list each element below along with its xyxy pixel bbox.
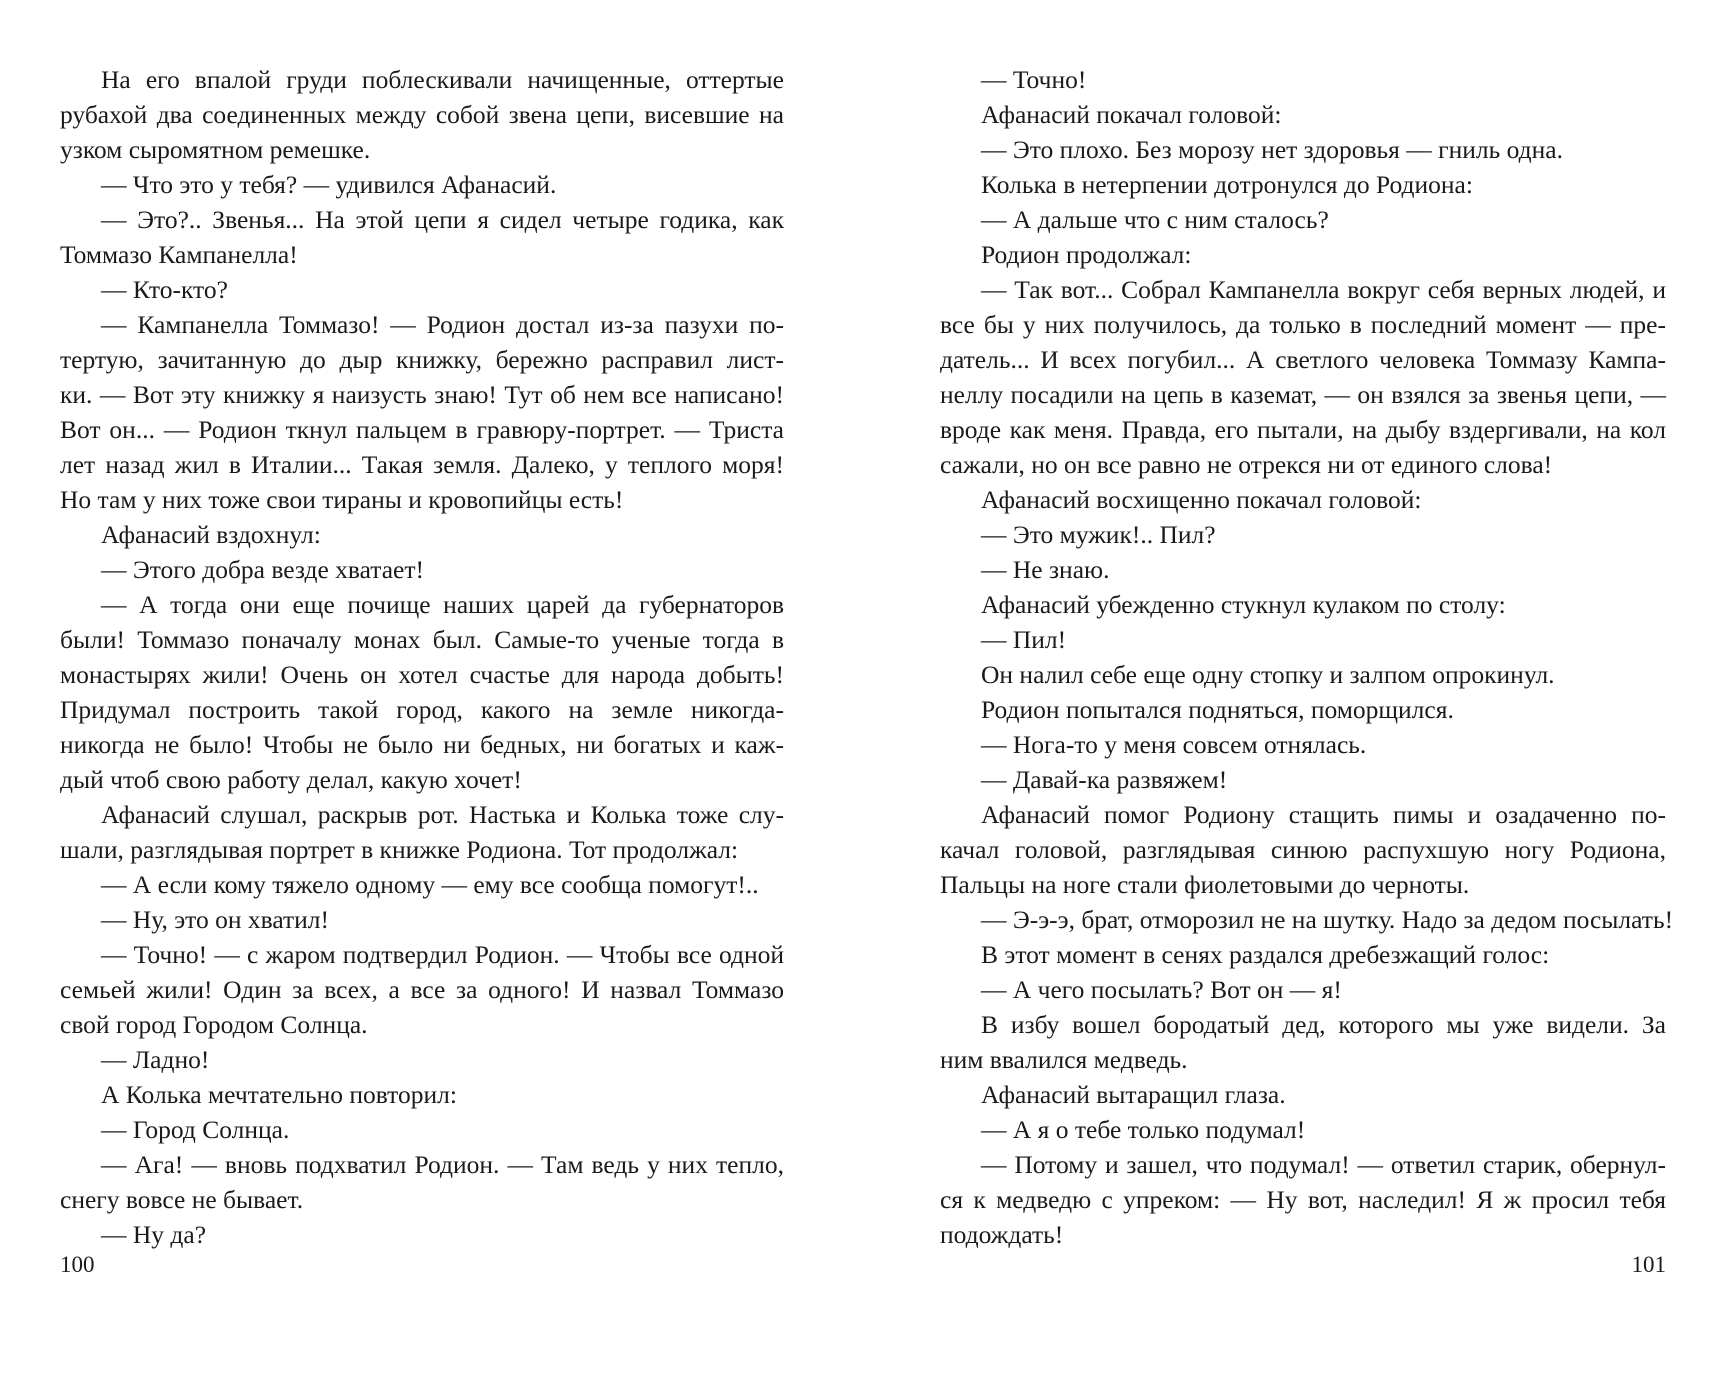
- text-line: датель... И всех погубил... А светлого человека Томмазу Кампа-: [940, 345, 1666, 374]
- text-line: вроде как меня. Правда, его пытали, на дыбу вздергивали, на кол: [940, 415, 1666, 444]
- text-line: Афанасий вытаращил глаза.: [981, 1080, 1286, 1109]
- text-line: — Потому и зашел, что подумал! — ответил старик, обернул-: [981, 1150, 1666, 1179]
- text-line: качал головой, разглядывая синюю распухшую ногу Родиона,: [940, 835, 1666, 864]
- text-line: подождать!: [940, 1220, 1064, 1249]
- text-line: — Это плохо. Без морозу нет здоровья — гниль одна.: [981, 135, 1563, 164]
- text-line: ся к медведю с упреком: — Ну вот, наследил! Я ж просил тебя: [940, 1185, 1666, 1214]
- text-line: — А тогда они еще почище наших царей да губернаторов: [101, 590, 784, 619]
- text-line: — А чего посылать? Вот он — я!: [981, 975, 1342, 1004]
- text-line: — Не знаю.: [981, 555, 1110, 584]
- text-line: Пальцы на ноге стали фиолетовыми до черноты.: [940, 870, 1470, 899]
- text-line: все бы у них получилось, да только в последний момент — пре-: [940, 310, 1666, 339]
- text-line: Колька в нетерпении дотронулся до Родиона:: [981, 170, 1473, 199]
- text-line: На его впалой груди поблескивали начищенные, оттертые: [101, 65, 784, 94]
- text-line: — Э-э-э, брат, отморозил не на шутку. Надо за дедом посылать!: [981, 905, 1674, 934]
- text-line: — А дальше что с ним сталось?: [981, 205, 1329, 234]
- text-line: Афанасий вздохнул:: [101, 520, 321, 549]
- text-line: рубахой два соединенных между собой звена цепи, висевшие на: [60, 100, 784, 129]
- text-line: Афанасий слушал, раскрыв рот. Настька и Колька тоже слу-: [101, 800, 784, 829]
- text-line: — Точно! — с жаром подтвердил Родион. — Чтобы все одной: [101, 940, 784, 969]
- text-line: — Кто-кто?: [101, 275, 228, 304]
- text-line: Афанасий помог Родиону стащить пимы и озадаченно по-: [981, 800, 1666, 829]
- text-line: ки. — Вот эту книжку я наизусть знаю! Тут об нем все написано!: [60, 380, 784, 409]
- text-line: Придумал построить такой город, какого на земле никогда-: [60, 695, 784, 724]
- text-line: снегу вовсе не бывает.: [60, 1185, 304, 1214]
- text-line: неллу посадили на цепь в каземат, — он взялся за звенья цепи, —: [940, 380, 1666, 409]
- text-line: Но там у них тоже свои тираны и кровопийцы есть!: [60, 485, 624, 514]
- text-line: были! Томмазо поначалу монах был. Самые-то ученые тогда в: [60, 625, 784, 654]
- text-line: шали, разглядывая портрет в книжке Родиона. Тот продолжал:: [60, 835, 739, 864]
- text-line: Родион продолжал:: [981, 240, 1192, 269]
- text-line: — А я о тебе только подумал!: [981, 1115, 1306, 1144]
- text-line: — Давай-ка развяжем!: [981, 765, 1228, 794]
- text-line: никогда не было! Чтобы не было ни бедных, ни богатых и каж-: [60, 730, 784, 759]
- text-line: — Точно!: [981, 65, 1087, 94]
- text-line: — Ну да?: [101, 1220, 207, 1249]
- text-line: Афанасий убежденно стукнул кулаком по столу:: [981, 590, 1506, 619]
- text-line: — Кампанелла Томмазо! — Родион достал из-за пазухи по-: [101, 310, 784, 339]
- text-line: — Нога-то у меня совсем отнялась.: [981, 730, 1367, 759]
- page-number-left: 100: [60, 1252, 95, 1277]
- text-line: тертую, зачитанную до дыр книжку, бережно расправил лист-: [60, 345, 784, 374]
- text-line: — Это мужик!.. Пил?: [981, 520, 1216, 549]
- text-line: — Ну, это он хватил!: [101, 905, 330, 934]
- text-line: — Ага! — вновь подхватил Родион. — Там ведь у них тепло,: [101, 1150, 784, 1179]
- text-line: сажали, но он все равно не отрекся ни от единого слова!: [940, 450, 1553, 479]
- text-line: семьей жили! Один за всех, а все за одного! И назвал Томмазо: [60, 975, 784, 1004]
- text-line: — Ладно!: [101, 1045, 210, 1074]
- text-line: дый чтоб свою работу делал, какую хочет!: [60, 765, 522, 794]
- text-line: — Этого добра везде хватает!: [101, 555, 424, 584]
- text-line: Вот он... — Родион ткнул пальцем в гравюру-портрет. — Триста: [60, 415, 784, 444]
- text-line: узком сыромятном ремешке.: [60, 135, 371, 164]
- right-page: [940, 62, 1674, 1252]
- text-line: монастырях жили! Очень он хотел счастье для народа добыть!: [60, 660, 784, 689]
- text-line: Томмазо Кампанелла!: [60, 240, 298, 269]
- text-line: — Что это у тебя? — удивился Афанасий.: [101, 170, 557, 199]
- text-line: Афанасий восхищенно покачал головой:: [981, 485, 1422, 514]
- text-line: В этот момент в сенях раздался дребезжащий голос:: [981, 940, 1550, 969]
- text-line: ним ввалился медведь.: [940, 1045, 1188, 1074]
- text-line: Афанасий покачал головой:: [981, 100, 1282, 129]
- text-line: — Город Солнца.: [101, 1115, 290, 1144]
- text-line: Родион попытался подняться, поморщился.: [981, 695, 1454, 724]
- text-line: В избу вошел бородатый дед, которого мы уже видели. За: [981, 1010, 1666, 1039]
- text-line: — А если кому тяжело одному — ему все сообща помогут!..: [101, 870, 759, 899]
- text-line: — Так вот... Собрал Кампанелла вокруг себя верных людей, и: [981, 275, 1666, 304]
- text-line: свой город Городом Солнца.: [60, 1010, 368, 1039]
- text-line: лет назад жил в Италии... Такая земля. Далеко, у теплого моря!: [60, 450, 784, 479]
- text-line: — Пил!: [981, 625, 1067, 654]
- left-page: [60, 62, 784, 1252]
- page-number-right: 101: [1631, 1252, 1666, 1277]
- text-line: — Это?.. Звенья... На этой цепи я сидел четыре годика, как: [101, 205, 784, 234]
- text-line: А Колька мечтательно повторил:: [101, 1080, 457, 1109]
- text-line: Он налил себе еще одну стопку и залпом опрокинул.: [981, 660, 1555, 689]
